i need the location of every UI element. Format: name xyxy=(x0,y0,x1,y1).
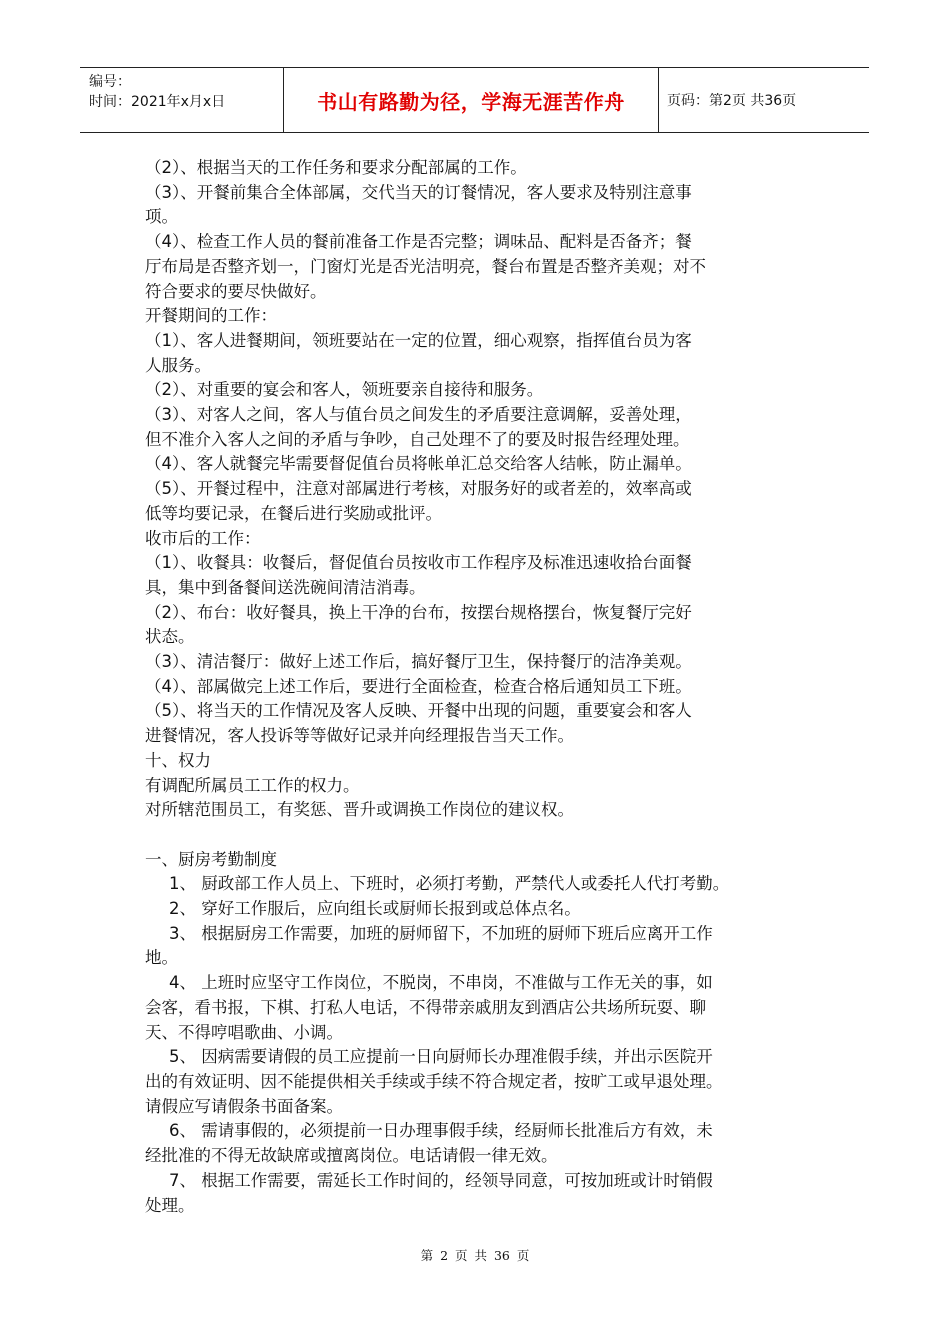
rule-line: 会客，看书报，下棋、打私人电话，不得带亲戚朋友到酒店公共场所玩耍、聊 xyxy=(145,997,706,1017)
document-body xyxy=(145,156,810,1218)
rule-line: 处理。 xyxy=(145,1195,195,1215)
header-motto: 书山有路勤为径，学海无涯苦作舟 xyxy=(284,68,659,132)
body-line: 低等均要记录，在餐后进行奖励或批评。 xyxy=(145,503,442,523)
body-line: （4）、检查工作人员的餐前准备工作是否完整；调味品、配料是否备齐；餐 xyxy=(145,232,692,252)
body-line: 进餐情况，客人投诉等等做好记录并向经理报告当天工作。 xyxy=(145,726,574,746)
body-line: 具，集中到备餐间送洗碗间清洁消毒。 xyxy=(145,577,426,597)
body-line: （5）、将当天的工作情况及客人反映、开餐中出现的问题，重要宴会和客人 xyxy=(145,701,692,721)
rule-line: 经批准的不得无故缺席或擅离岗位。电话请假一律无效。 xyxy=(145,1146,558,1166)
body-line: （4）、部属做完上述工作后，要进行全面检查，检查合格后通知员工下班。 xyxy=(145,676,692,696)
rule-line: 4、 上班时应坚守工作岗位，不脱岗，不串岗，不准做与工作无关的事，如 xyxy=(169,973,713,993)
body-line: 状态。 xyxy=(145,627,195,647)
rule-line: 天、不得哼唱歌曲、小调。 xyxy=(145,1022,343,1042)
rule-line: 3、 根据厨房工作需要，加班的厨师留下，不加班的厨师下班后应离开工作 xyxy=(169,923,713,943)
rule-line: 5、 因病需要请假的员工应提前一日向厨师长办理准假手续，并出示医院开 xyxy=(169,1047,713,1067)
rule-line: 2、 穿好工作服后，应向组长或厨师长报到或总体点名。 xyxy=(169,899,581,919)
blank-line xyxy=(145,823,810,848)
rule-line: 出的有效证明、因不能提供相关手续或手续不符合规定者，按旷工或早退处理。 xyxy=(145,1072,723,1091)
document-time-label: 时间：2021年x月x日 xyxy=(89,94,226,110)
body-line: （1）、收餐具：收餐后，督促值台员按收市工作程序及标准迅速收拾台面餐 xyxy=(145,553,692,573)
body-line: （1）、客人进餐期间，领班要站在一定的位置，细心观察，指挥值台员为客 xyxy=(145,330,692,350)
body-line: 对所辖范围员工，有奖惩、晋升或调换工作岗位的建议权。 xyxy=(145,800,574,820)
page-footer: 第 2 页 共 36 页 xyxy=(420,1248,530,1263)
body-line: （4）、客人就餐完毕需要督促值台员将帐单汇总交给客人结帐，防止漏单。 xyxy=(145,454,692,474)
header-meta xyxy=(80,68,284,132)
rule-line: 请假应写请假条书面备案。 xyxy=(145,1096,343,1116)
rule-line: 1、 厨政部工作人员上、下班时，必须打考勤，严禁代人或委托人代打考勤。 xyxy=(169,874,730,894)
body-line: （3）、对客人之间，客人与值台员之间发生的矛盾要注意调解，妥善处理， xyxy=(145,405,692,425)
body-line: （3）、清洁餐厅：做好上述工作后，搞好餐厅卫生，保持餐厅的洁净美观。 xyxy=(145,652,692,672)
body-line: 人服务。 xyxy=(145,355,211,375)
section-title: 一、厨房考勤制度 xyxy=(145,849,277,869)
body-line: （2）、布台：收好餐具，换上干净的台布，按摆台规格摆台，恢复餐厅完好 xyxy=(145,602,692,622)
body-line: （2）、根据当天的工作任务和要求分配部属的工作。 xyxy=(145,158,527,177)
section-heading: 开餐期间的工作： xyxy=(145,306,277,326)
body-line: （3）、开餐前集合全体部属，交代当天的订餐情况，客人要求及特别注意事 xyxy=(145,182,692,202)
rule-line: 地。 xyxy=(145,948,178,968)
body-line: 但不准介入客人之间的矛盾与争吵，自己处理不了的要及时报告经理处理。 xyxy=(145,429,690,449)
document-number-label: 编号： xyxy=(89,74,131,90)
document-header xyxy=(80,67,869,133)
body-line: （5）、开餐过程中，注意对部属进行考核，对服务好的或者差的，效率高或 xyxy=(145,479,692,499)
body-line: 有调配所属员工工作的权力。 xyxy=(145,775,360,795)
body-line: 符合要求的要尽快做好。 xyxy=(145,281,327,301)
rule-line: 6、 需请事假的，必须提前一日办理事假手续，经厨师长批准后方有效，未 xyxy=(169,1121,713,1141)
body-line: （2）、对重要的宴会和客人，领班要亲自接待和服务。 xyxy=(145,380,544,400)
body-line: 厅布局是否整齐划一，门窗灯光是否光洁明亮，餐台布置是否整齐美观；对不 xyxy=(145,256,706,276)
header-page-info: 页码：第2页 共36页 xyxy=(667,93,797,109)
body-line: 项。 xyxy=(145,207,178,227)
section-heading: 收市后的工作： xyxy=(145,528,261,548)
rule-line: 7、 根据工作需要，需延长工作时间的，经领导同意，可按加班或计时销假 xyxy=(169,1170,713,1190)
section-heading: 十、权力 xyxy=(145,750,211,770)
